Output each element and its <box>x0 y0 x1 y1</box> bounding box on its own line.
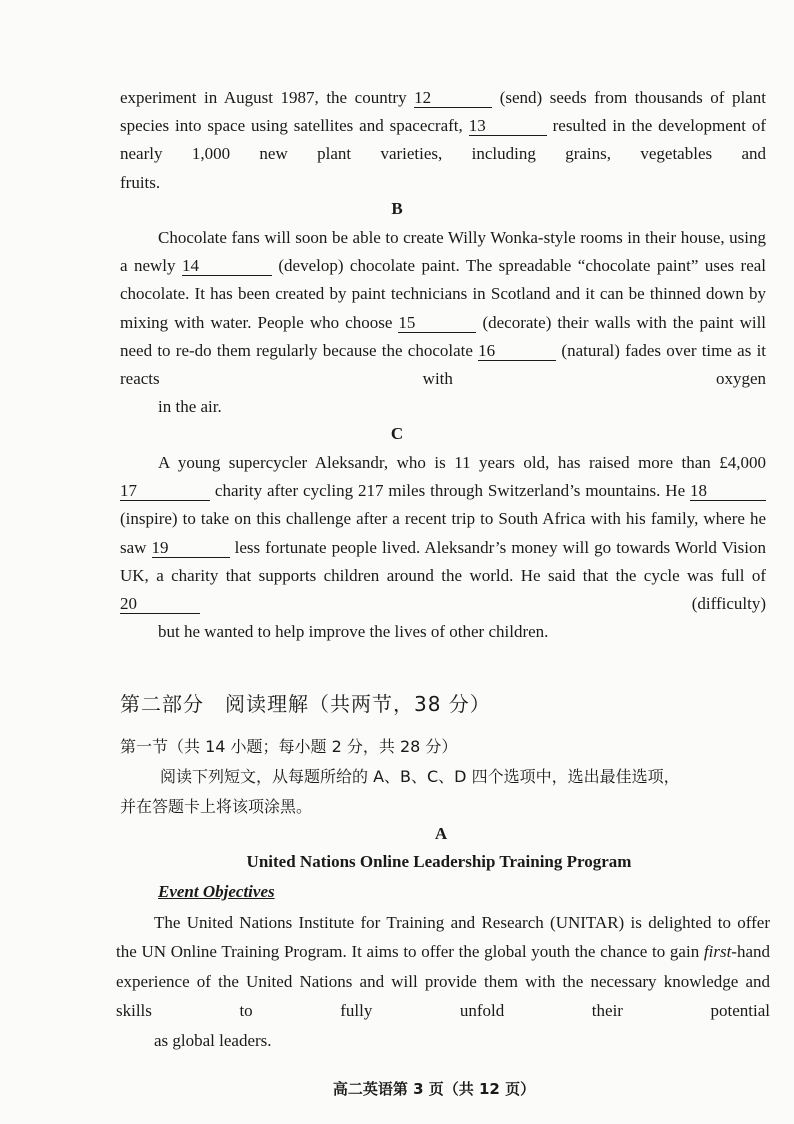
passage-paragraph-b <box>120 224 766 421</box>
text: youth the chance to gain <box>531 942 704 962</box>
text: (natural) fades over time as it reacts with oxygen <box>120 340 767 389</box>
answer-blank-15[interactable]: 15 <box>398 314 476 333</box>
instructions <box>120 762 770 822</box>
text: less fortunate people lived. <box>234 537 421 557</box>
answer-blank-12[interactable]: 12 <box>414 89 492 108</box>
passage-paragraph-c <box>120 449 766 646</box>
text: fruits. <box>120 172 161 192</box>
answer-blank-16[interactable]: 16 <box>478 342 556 361</box>
section-letter-b: B <box>391 199 403 218</box>
text: (inspire) to take on this challenge after a recent trip to <box>120 509 494 529</box>
answer-blank-19[interactable]: 19 <box>152 539 230 558</box>
instruction-line: 阅读下列短文，从每题所给的 A、B、C、D 四个选项中，选出最佳选项， <box>160 767 680 786</box>
text: A young supercycler Aleksandr, who is 11 years old, has raised more than <box>158 453 711 472</box>
text: charity after cycling 217 miles through Switzerland’s <box>214 481 581 501</box>
text: in the air. <box>158 397 222 417</box>
italic-text: first <box>703 942 732 962</box>
text: (send) seeds from thousands of <box>499 88 725 107</box>
text: development of nearly 1,000 new plant varieties, including grains, vegetables and <box>120 116 767 164</box>
text: provide them with the necessary knowledge and skills to fully unfold their potential <box>116 971 771 1021</box>
section-one-title: 第一节（共 14 小题；每小题 2 分，共 28 分） <box>120 737 458 756</box>
text: because the chocolate <box>322 340 473 360</box>
answer-blank-14[interactable]: 14 <box>182 257 272 276</box>
answer-blank-18[interactable]: 18 <box>690 482 766 501</box>
text: plant species into space using satellites and spacecraft, <box>120 88 767 136</box>
text: experiment in August 1987, the country <box>120 88 407 107</box>
passage-letter-a: A <box>434 824 448 843</box>
instruction-line: 并在答题卡上将该项涂黑。 <box>120 797 313 816</box>
text: The United Nations Institute for Training and Research (UNITAR) is <box>154 913 642 932</box>
text: (decorate) their walls with the paint will need to re-do them regularly <box>120 312 767 360</box>
text: as global leaders. <box>154 1030 272 1050</box>
part-two-title: 第二部分 阅读理解（共两节，38 分） <box>120 692 491 716</box>
text: -hand experience of the United Nations and will <box>116 942 771 991</box>
event-objectives-heading: Event Objectives <box>158 882 275 901</box>
passage-title: United Nations Online Leadership Training Program <box>246 852 632 871</box>
text: Aleksandr’s money will go towards World Vision UK, a charity that supports <box>120 537 767 585</box>
text: “chocolate paint” uses real chocolate. It has been created by paint technicians in <box>120 256 767 304</box>
text: resulted in the <box>552 116 653 136</box>
section-letter-c: C <box>390 424 404 443</box>
text: children around the world. He said that the cycle was full of <box>323 565 767 585</box>
text: mountains. He <box>585 481 686 501</box>
answer-blank-17[interactable]: 17 <box>120 482 210 501</box>
text: South Africa with his family, where he saw <box>120 509 767 557</box>
answer-blank-20[interactable]: 20 <box>120 595 200 614</box>
text: (develop) chocolate paint. The spreadable <box>278 256 572 276</box>
passage-paragraph-a <box>116 908 770 1055</box>
text: delighted to offer the UN Online Training Program. It aims to offer the global <box>116 913 771 962</box>
text: (difficulty) <box>691 594 766 614</box>
text: Chocolate fans will soon be able to create Willy Wonka-style rooms in their <box>158 228 677 247</box>
page-footer: 高二英语第 3 页（共 12 页） <box>332 1080 536 1098</box>
passage-paragraph <box>120 84 766 197</box>
answer-blank-13[interactable]: 13 <box>469 117 547 136</box>
text: house, using a newly <box>120 228 767 276</box>
text: Scotland and it can be thinned down by mixing with water. People who choose <box>120 284 767 332</box>
text: but he wanted to help improve the lives of other children. <box>158 622 549 642</box>
text: £4,000 <box>719 453 766 472</box>
